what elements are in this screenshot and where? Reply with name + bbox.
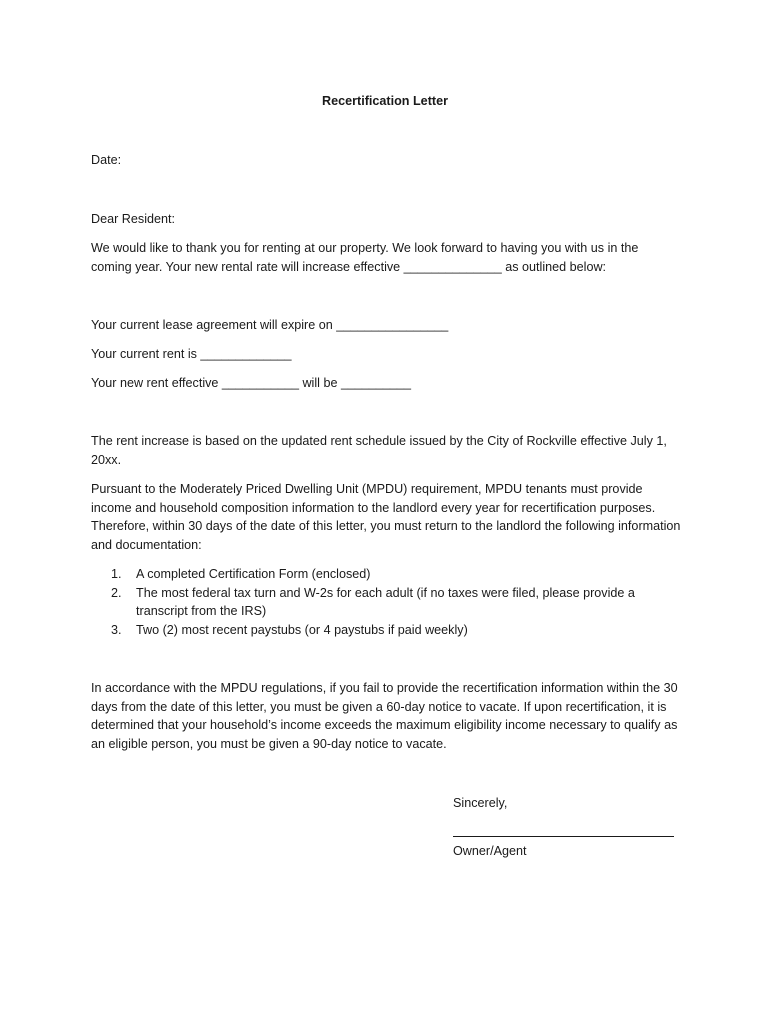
lease-expire-line: Your current lease agreement will expire on ________________ bbox=[91, 318, 449, 332]
new-rent-line: Your new rent effective ___________ will be __________ bbox=[91, 376, 411, 390]
letter-title: Recertification Letter bbox=[322, 94, 448, 108]
list-item-number: 1. bbox=[111, 567, 122, 581]
list-item-text: A completed Certification Form (enclosed) bbox=[136, 567, 371, 581]
date-label: Date: bbox=[91, 153, 122, 167]
list-item bbox=[91, 584, 646, 621]
list-item-number: 3. bbox=[111, 622, 122, 637]
list-item-number: 2. bbox=[111, 585, 122, 600]
intro-paragraph: We would like to thank you for renting at our property. We look forward to having you with us in the coming year. Your new rental rate will increase effective ______________ as outlined below: bbox=[91, 241, 639, 274]
list-item bbox=[91, 621, 691, 640]
salutation: Dear Resident: bbox=[91, 212, 175, 226]
list-item-text: The most federal tax turn and W-2s for each adult (if no taxes were filed, please provide a transcript from the IRS) bbox=[136, 585, 635, 619]
list-item-text: Two (2) most recent paystubs (or 4 paystubs if paid weekly) bbox=[136, 622, 468, 637]
current-rent-line: Your current rent is _____________ bbox=[91, 347, 292, 361]
regulations-paragraph: In accordance with the MPDU regulations, if you fail to provide the recertification information within the 30 days from the date of this letter, you must be given a 60-day notice to vacate. If upon recertification, it is determined that your household’s income exceeds the maximum eligibility income necessary to qualify as an eligible person, you must be given a 90-day notice to vacate. bbox=[91, 681, 678, 751]
signer-title: Owner/Agent bbox=[453, 844, 527, 858]
closing: Sincerely, bbox=[453, 796, 508, 810]
required-documents-list bbox=[91, 565, 691, 639]
mpdu-requirement-paragraph: Pursuant to the Moderately Priced Dwelling Unit (MPDU) requirement, MPDU tenants must provide income and household composition information to the landlord every year for recertification purposes. Therefore, within 30 days of the date of this letter, you must return to the landlord the following information and documentation: bbox=[91, 482, 681, 552]
signature-line bbox=[453, 836, 674, 837]
list-item bbox=[91, 565, 691, 584]
rent-basis-paragraph: The rent increase is based on the updated rent schedule issued by the City of Rockville effective July 1, 20xx. bbox=[91, 434, 667, 467]
